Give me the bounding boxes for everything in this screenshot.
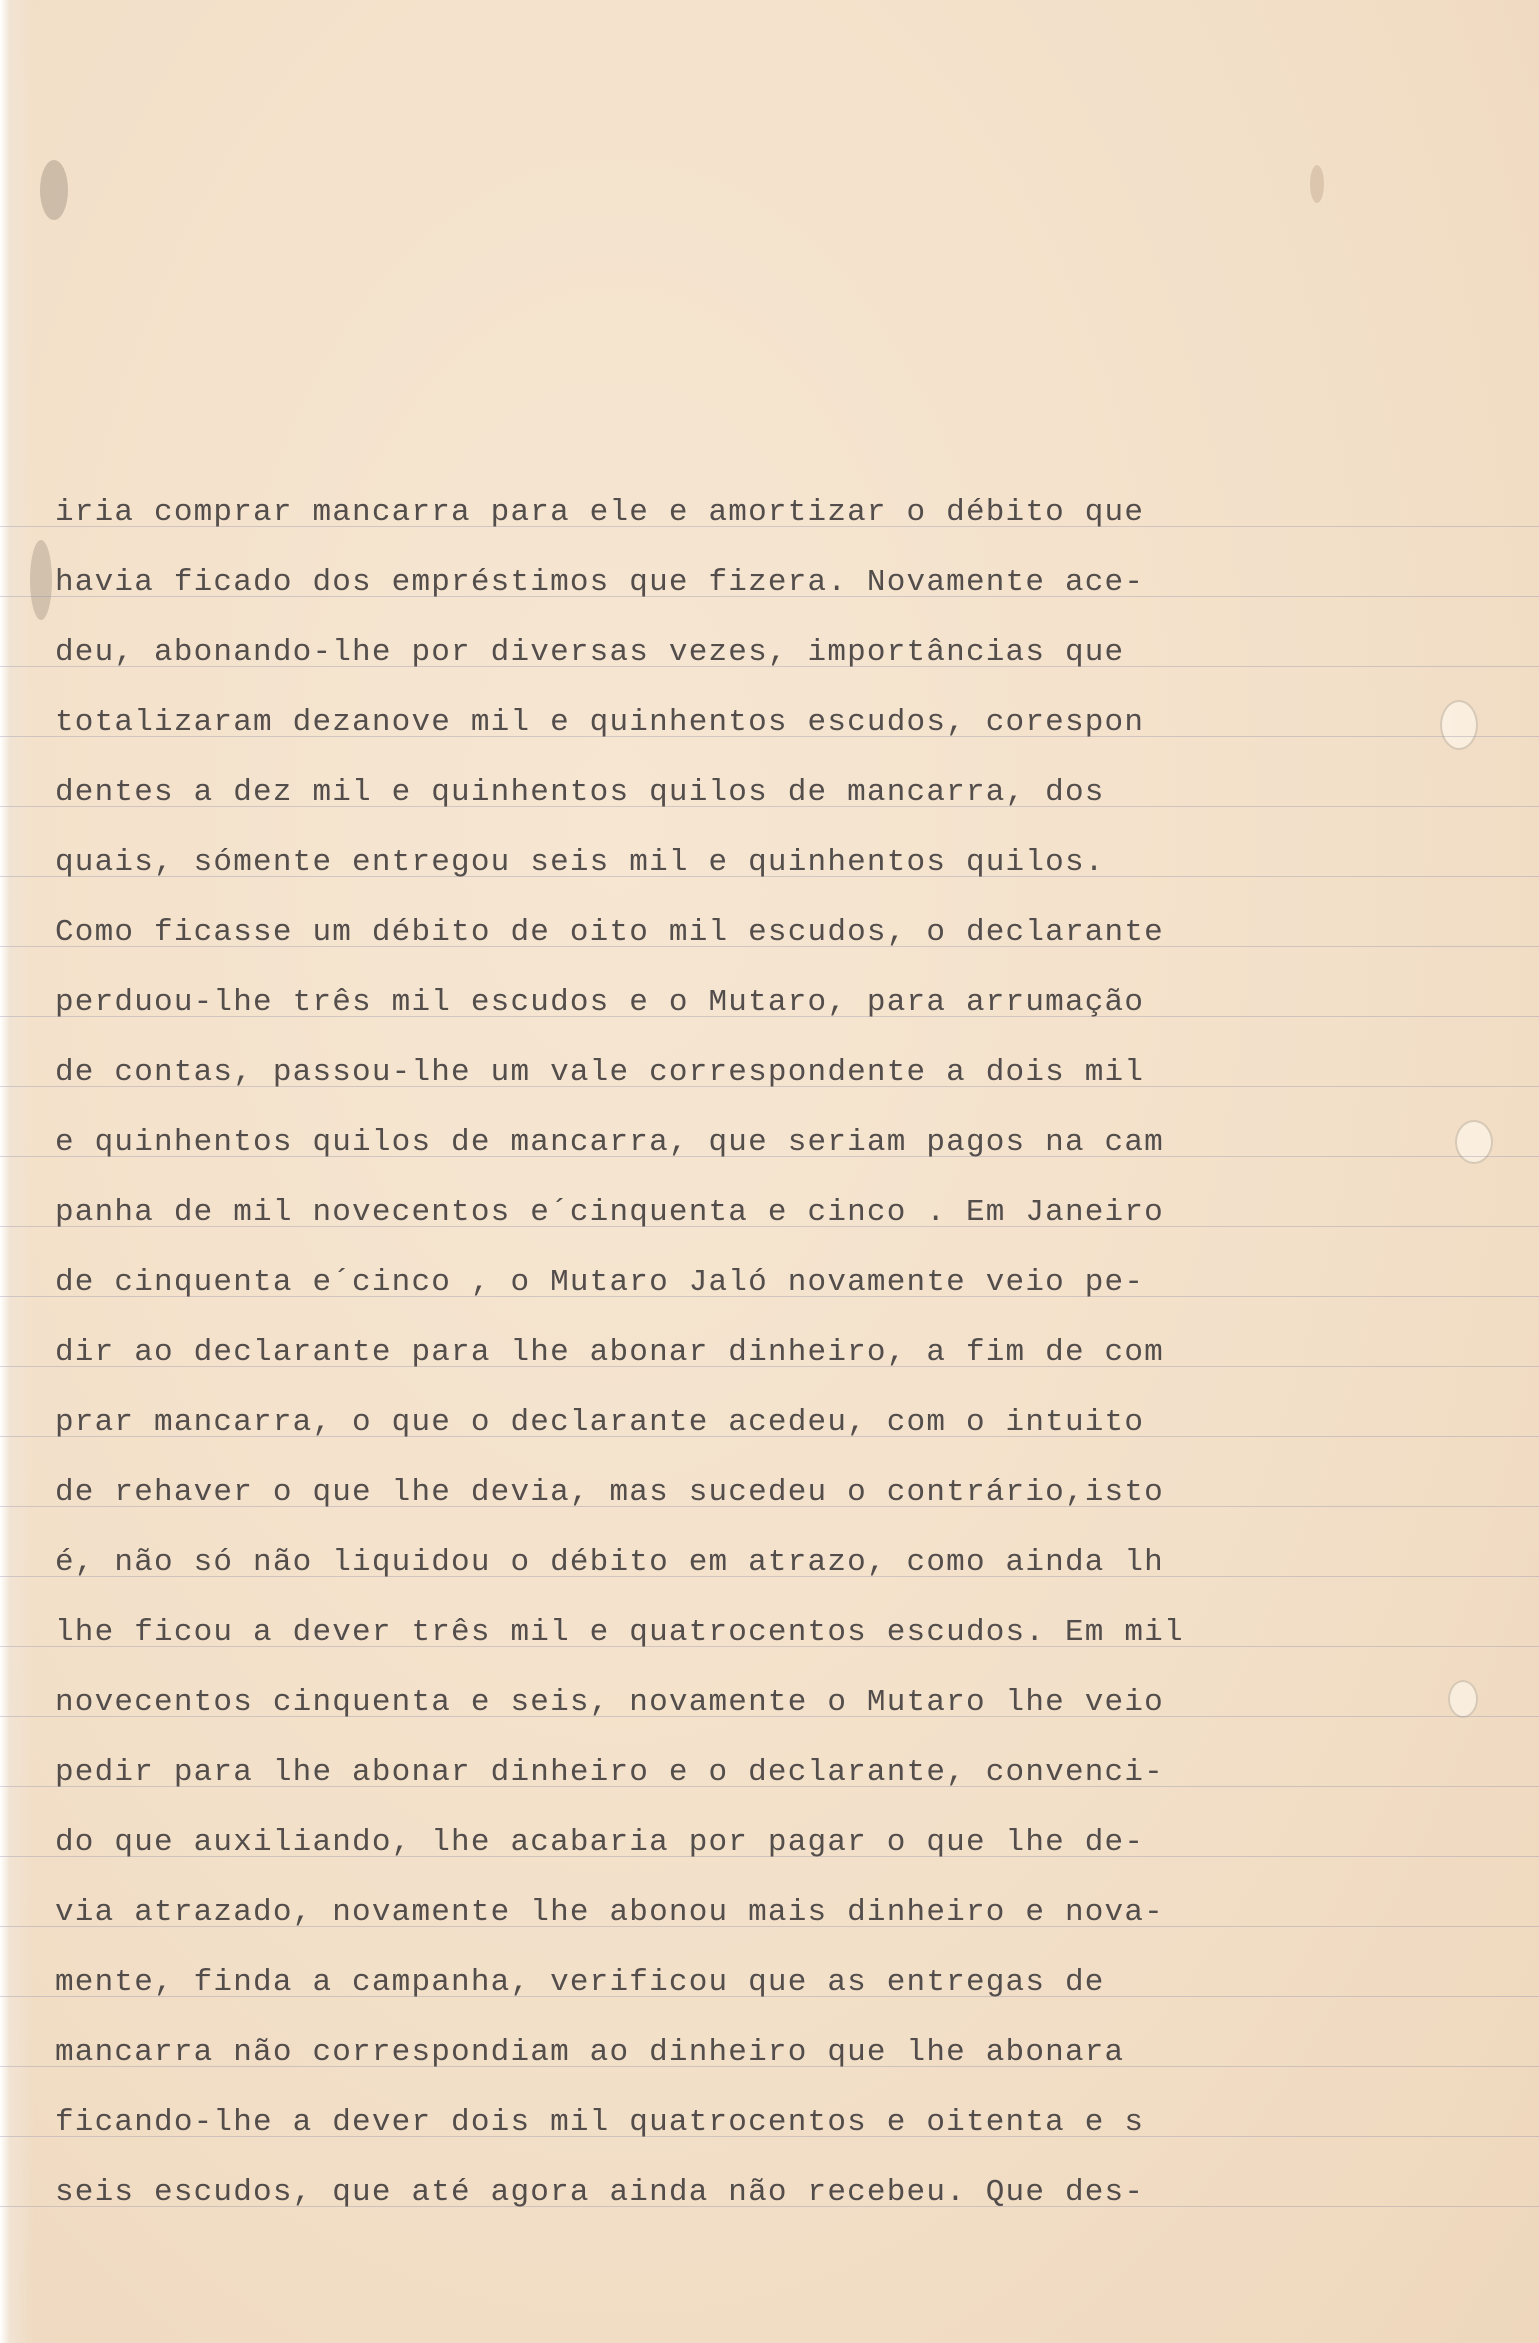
text-line: lhe ficou a dever três mil e quatrocentos escudos. Em mil	[55, 1615, 1184, 1650]
text-line: quais, sómente entregou seis mil e quinhentos quilos.	[55, 845, 1105, 880]
text-line: mancarra não correspondiam ao dinheiro que lhe abonara	[55, 2035, 1125, 2070]
punch-hole	[1448, 1680, 1478, 1718]
text-line: de cinquenta e´cinco , o Mutaro Jaló novamente veio pe-	[55, 1265, 1145, 1300]
text-line: de rehaver o que lhe devia, mas sucedeu o contrário,isto	[55, 1475, 1164, 1510]
text-line: seis escudos, que até agora ainda não recebeu. Que des-	[55, 2175, 1145, 2210]
text-line: pedir para lhe abonar dinheiro e o declarante, convenci-	[55, 1755, 1164, 1790]
text-line: mente, finda a campanha, verificou que as entregas de	[55, 1965, 1105, 2000]
text-line: e quinhentos quilos de mancarra, que seriam pagos na cam	[55, 1125, 1164, 1160]
text-line: totalizaram dezanove mil e quinhentos escudos, corespon	[55, 705, 1145, 740]
stain-spot	[40, 160, 68, 220]
text-line: havia ficado dos empréstimos que fizera. Novamente ace-	[55, 565, 1145, 600]
typed-text-block	[55, 478, 1255, 2228]
stain-spot	[1310, 165, 1324, 203]
punch-hole	[1455, 1120, 1493, 1164]
text-line: panha de mil novecentos e´cinquenta e cinco . Em Janeiro	[55, 1195, 1164, 1230]
stain-spot	[30, 540, 52, 620]
text-line: via atrazado, novamente lhe abonou mais dinheiro e nova-	[55, 1895, 1164, 1930]
punch-hole	[1440, 700, 1478, 750]
text-line: deu, abonando-lhe por diversas vezes, importâncias que	[55, 635, 1125, 670]
text-line: de contas, passou-lhe um vale correspondente a dois mil	[55, 1055, 1145, 1090]
text-line: iria comprar mancarra para ele e amortizar o débito que	[55, 495, 1145, 530]
text-line: é, não só não liquidou o débito em atrazo, como ainda lh	[55, 1545, 1164, 1580]
text-line: dir ao declarante para lhe abonar dinheiro, a fim de com	[55, 1335, 1164, 1370]
text-line: do que auxiliando, lhe acabaria por pagar o que lhe de-	[55, 1825, 1145, 1860]
text-line: perduou-lhe três mil escudos e o Mutaro, para arrumação	[55, 985, 1145, 1020]
torn-left-edge	[0, 0, 34, 2343]
text-line: prar mancarra, o que o declarante acedeu, com o intuito	[55, 1405, 1145, 1440]
text-line: Como ficasse um débito de oito mil escudos, o declarante	[55, 915, 1164, 950]
text-line: novecentos cinquenta e seis, novamente o Mutaro lhe veio	[55, 1685, 1164, 1720]
text-line: ficando-lhe a dever dois mil quatrocentos e oitenta e s	[55, 2105, 1145, 2140]
text-line: dentes a dez mil e quinhentos quilos de mancarra, dos	[55, 775, 1105, 810]
